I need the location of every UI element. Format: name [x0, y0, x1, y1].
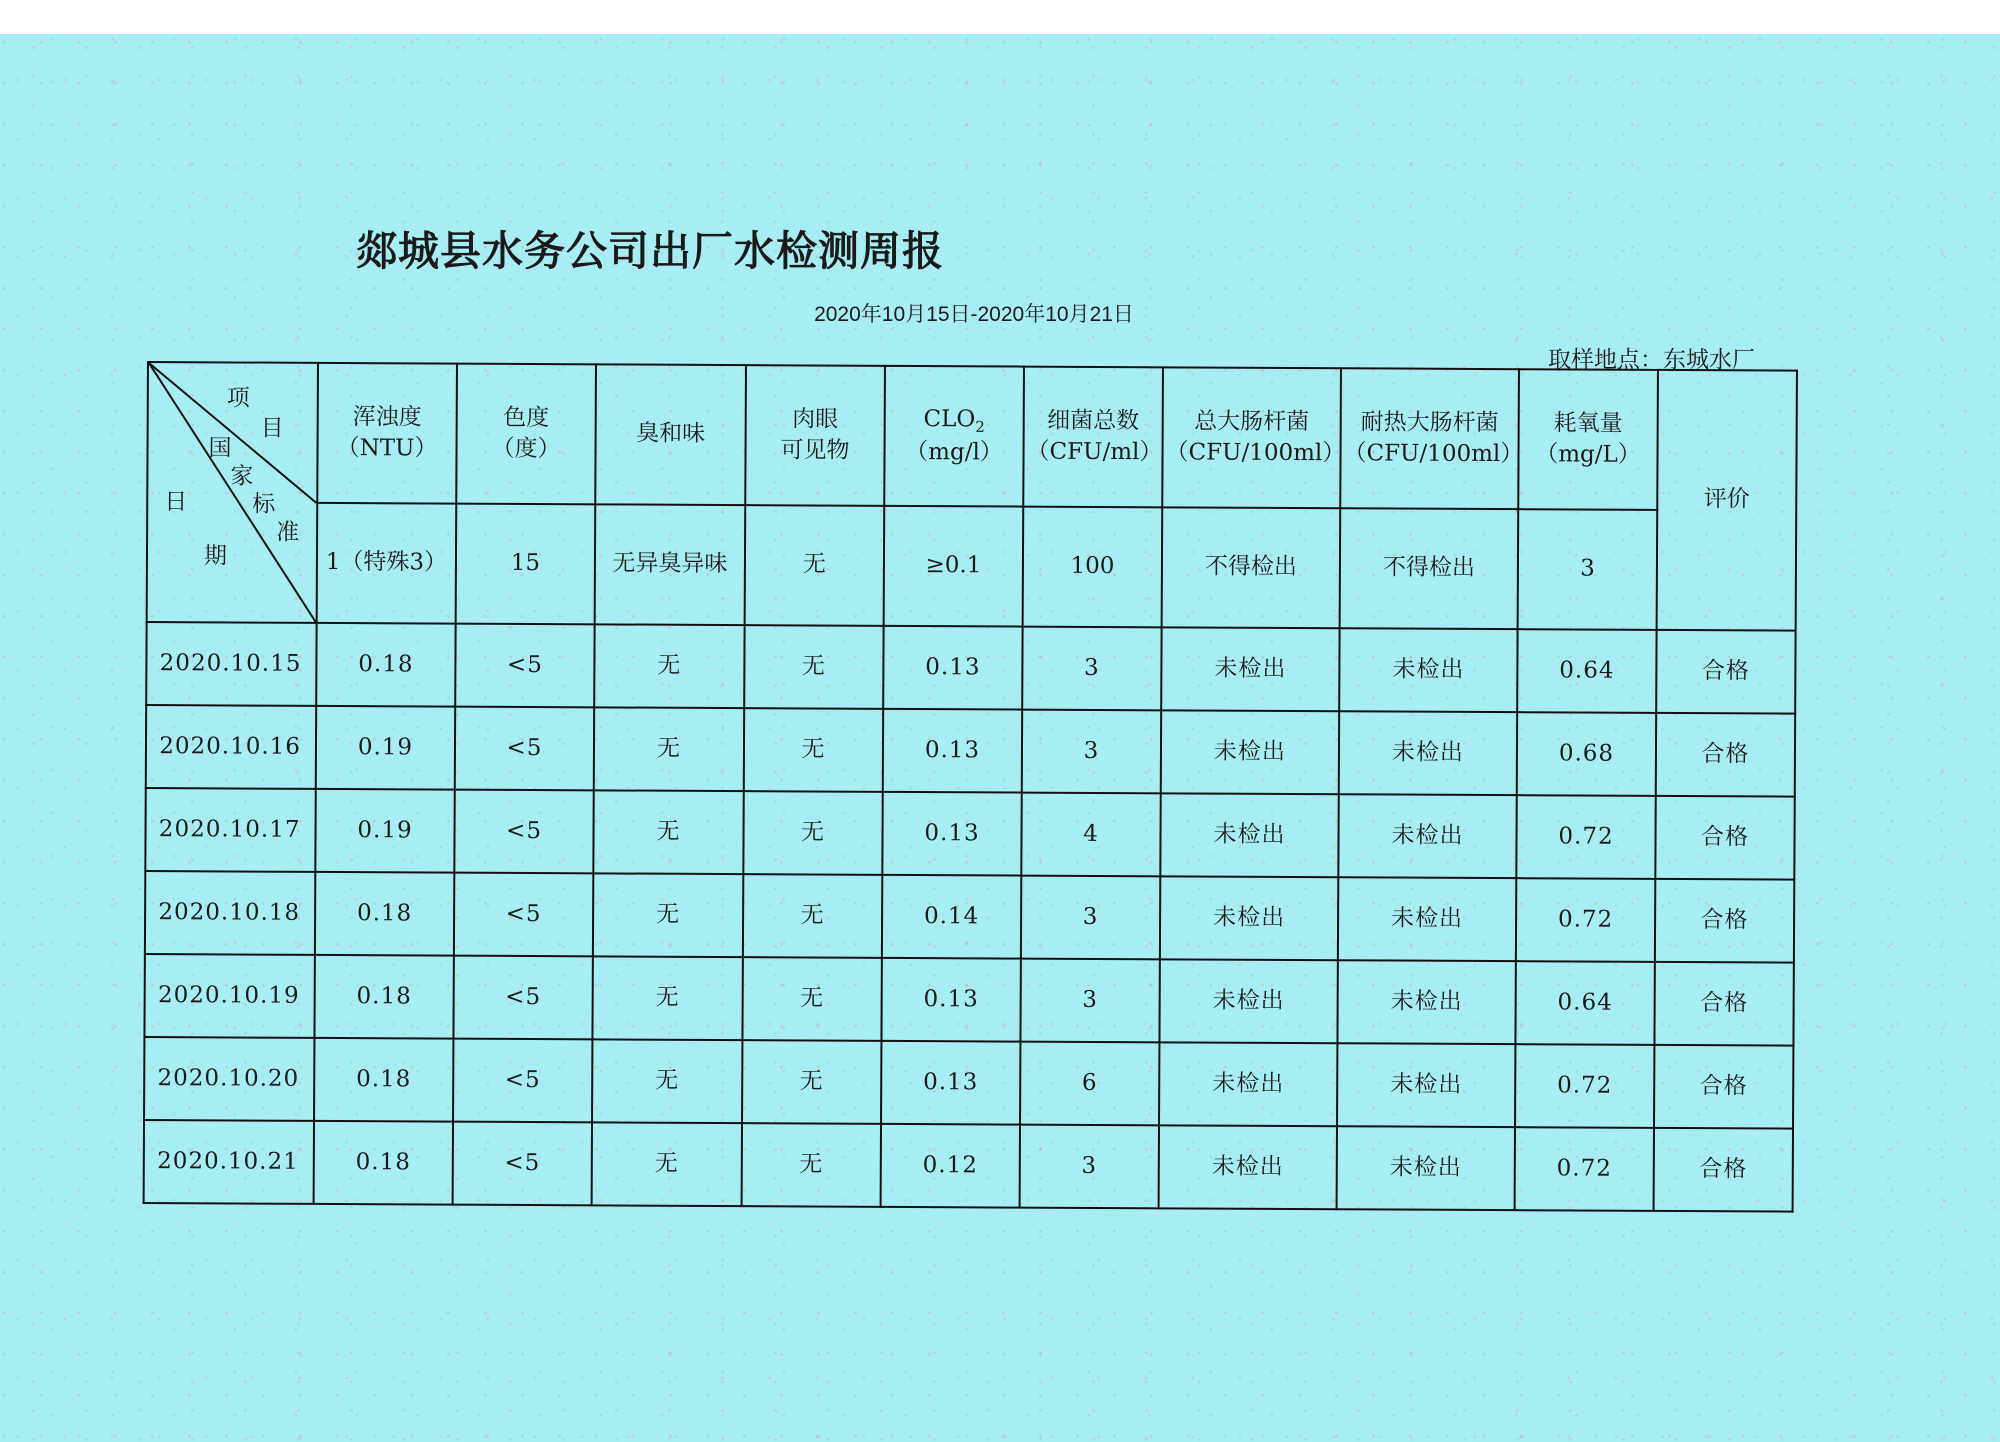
- cell-bacteria: 3: [1022, 710, 1161, 794]
- cell-bacteria: 4: [1021, 793, 1160, 877]
- cell-evaluation: 合格: [1655, 879, 1794, 963]
- cell-date: 2020.10.16: [146, 705, 316, 789]
- cell-color: <5: [454, 873, 593, 957]
- cell-oxygen: 0.72: [1515, 1044, 1654, 1128]
- cell-turbidity: 0.19: [316, 706, 455, 790]
- table-row: [145, 871, 1794, 963]
- cell-visible: 无: [742, 1040, 881, 1124]
- cell-thermo-coliform: 未检出: [1337, 1126, 1515, 1210]
- report-period: 2020年10月15日-2020年10月21日: [814, 303, 1134, 326]
- cell-color: <5: [454, 790, 593, 874]
- cell-color: <5: [455, 624, 594, 708]
- cell-bacteria: 6: [1020, 1042, 1159, 1126]
- cell-thermo-coliform: 未检出: [1337, 960, 1515, 1044]
- cell-evaluation: 合格: [1654, 1045, 1793, 1129]
- standard-row: [147, 502, 1797, 631]
- table-row: [144, 1037, 1793, 1129]
- cell-odor: 无: [592, 1039, 742, 1123]
- corner-char: 项: [226, 385, 250, 412]
- cell-odor: 无: [592, 956, 742, 1040]
- standard-value: 1（特殊3）: [317, 503, 457, 624]
- cell-turbidity: 0.18: [315, 872, 454, 956]
- standard-value: ≥0.1: [884, 506, 1024, 627]
- table-row: [145, 788, 1794, 880]
- table-row: [146, 705, 1795, 797]
- cell-date: 2020.10.20: [144, 1037, 314, 1121]
- cell-clo2: 0.14: [882, 875, 1021, 959]
- cell-date: 2020.10.15: [146, 622, 316, 706]
- cell-coliform: 未检出: [1161, 627, 1339, 711]
- cell-turbidity: 0.18: [314, 1038, 453, 1122]
- cell-coliform: 未检出: [1159, 1042, 1337, 1126]
- standard-value: 无: [745, 505, 885, 626]
- cell-odor: 无: [593, 790, 743, 874]
- standard-value: 不得检出: [1162, 507, 1341, 628]
- corner-char: 目: [260, 415, 284, 442]
- cell-evaluation: 合格: [1656, 630, 1795, 714]
- cell-visible: 无: [742, 957, 881, 1041]
- cell-bacteria: 3: [1020, 959, 1159, 1043]
- cell-color: <5: [455, 707, 594, 791]
- corner-char: 准: [276, 519, 300, 546]
- header-odor: 臭和味: [595, 364, 746, 505]
- header-color: 色度 （度）: [456, 364, 596, 505]
- cell-color: <5: [453, 1122, 592, 1206]
- header-coliform: 总大肠杆菌 （CFU/100ml）: [1162, 367, 1341, 508]
- cell-oxygen: 0.64: [1515, 961, 1654, 1045]
- corner-char: 期: [203, 543, 228, 570]
- header-turbidity: 浑浊度 （NTU）: [317, 363, 457, 504]
- cell-bacteria: 3: [1022, 627, 1161, 711]
- cell-evaluation: 合格: [1655, 796, 1794, 880]
- header-bacteria: 细菌总数 （CFU/ml）: [1023, 367, 1163, 508]
- table-row: [144, 1120, 1793, 1212]
- cell-visible: 无: [743, 874, 882, 958]
- table-row: [146, 622, 1795, 714]
- header-clo2: $CLO_2$ （mg/l）: [884, 366, 1024, 507]
- corner-char: 国: [208, 435, 232, 462]
- cell-oxygen: 0.72: [1516, 795, 1655, 879]
- standard-value: 无异臭异味: [595, 504, 746, 625]
- cell-oxygen: 0.72: [1515, 1127, 1654, 1211]
- cell-thermo-coliform: 未检出: [1339, 628, 1517, 712]
- table-row: [144, 954, 1793, 1046]
- cell-visible: 无: [744, 708, 883, 792]
- cell-date: 2020.10.19: [144, 954, 314, 1038]
- cell-color: <5: [453, 956, 592, 1040]
- cell-oxygen: 0.64: [1517, 629, 1656, 713]
- report-title: 郯城县水务公司出厂水检测周报: [356, 227, 944, 275]
- cell-date: 2020.10.18: [145, 871, 315, 955]
- cell-clo2: 0.13: [881, 958, 1020, 1042]
- cell-coliform: 未检出: [1160, 876, 1338, 960]
- cell-turbidity: 0.18: [314, 955, 453, 1039]
- diagonal-corner-header: [147, 362, 318, 623]
- standard-value: 不得检出: [1340, 508, 1519, 629]
- header-evaluation: 评价: [1657, 370, 1797, 631]
- cell-coliform: 未检出: [1159, 959, 1337, 1043]
- cell-clo2: 0.12: [881, 1124, 1020, 1208]
- cell-clo2: 0.13: [881, 1041, 1020, 1125]
- sampling-location: 取样地点：东城水厂: [1548, 347, 1755, 373]
- header-oxygen: 耗氧量 （mg/L）: [1518, 369, 1658, 510]
- header-thermo-coliform: 耐热大肠杆菌 （CFU/100ml）: [1340, 368, 1519, 509]
- corner-char: 日: [164, 489, 188, 516]
- cell-evaluation: 合格: [1654, 1128, 1793, 1212]
- cell-odor: 无: [594, 707, 744, 791]
- header-row: [147, 362, 1797, 511]
- cell-clo2: 0.13: [883, 626, 1022, 710]
- cell-odor: 无: [592, 1122, 742, 1206]
- cell-bacteria: 3: [1021, 876, 1160, 960]
- cell-evaluation: 合格: [1656, 713, 1795, 797]
- cell-coliform: 未检出: [1159, 1125, 1337, 1209]
- cell-turbidity: 0.18: [316, 623, 455, 707]
- cell-coliform: 未检出: [1160, 793, 1338, 877]
- cell-thermo-coliform: 未检出: [1338, 794, 1516, 878]
- standard-value: 3: [1518, 509, 1658, 630]
- water-quality-table: [143, 361, 1798, 1213]
- corner-char: 家: [230, 463, 254, 490]
- cell-turbidity: 0.19: [315, 789, 454, 873]
- corner-char: 标: [252, 491, 276, 518]
- cell-thermo-coliform: 未检出: [1338, 877, 1516, 961]
- cell-thermo-coliform: 未检出: [1339, 711, 1517, 795]
- cell-odor: 无: [593, 873, 743, 957]
- cell-color: <5: [453, 1039, 592, 1123]
- cell-clo2: 0.13: [882, 792, 1021, 876]
- cell-bacteria: 3: [1020, 1125, 1159, 1209]
- cell-visible: 无: [743, 791, 882, 875]
- cell-coliform: 未检出: [1161, 710, 1339, 794]
- data-rows: [144, 622, 1796, 1212]
- cell-evaluation: 合格: [1654, 962, 1793, 1046]
- cell-oxygen: 0.72: [1516, 878, 1655, 962]
- cell-visible: 无: [742, 1123, 881, 1207]
- standard-value: 15: [456, 504, 596, 625]
- cell-clo2: 0.13: [883, 709, 1022, 793]
- cell-thermo-coliform: 未检出: [1337, 1043, 1515, 1127]
- cell-date: 2020.10.21: [144, 1120, 314, 1204]
- cell-turbidity: 0.18: [314, 1121, 453, 1205]
- cell-odor: 无: [594, 624, 744, 708]
- cell-visible: 无: [744, 625, 883, 709]
- header-visible: 肉眼 可见物: [745, 365, 885, 506]
- cell-oxygen: 0.68: [1517, 712, 1656, 796]
- cell-date: 2020.10.17: [145, 788, 315, 872]
- standard-value: 100: [1023, 507, 1163, 628]
